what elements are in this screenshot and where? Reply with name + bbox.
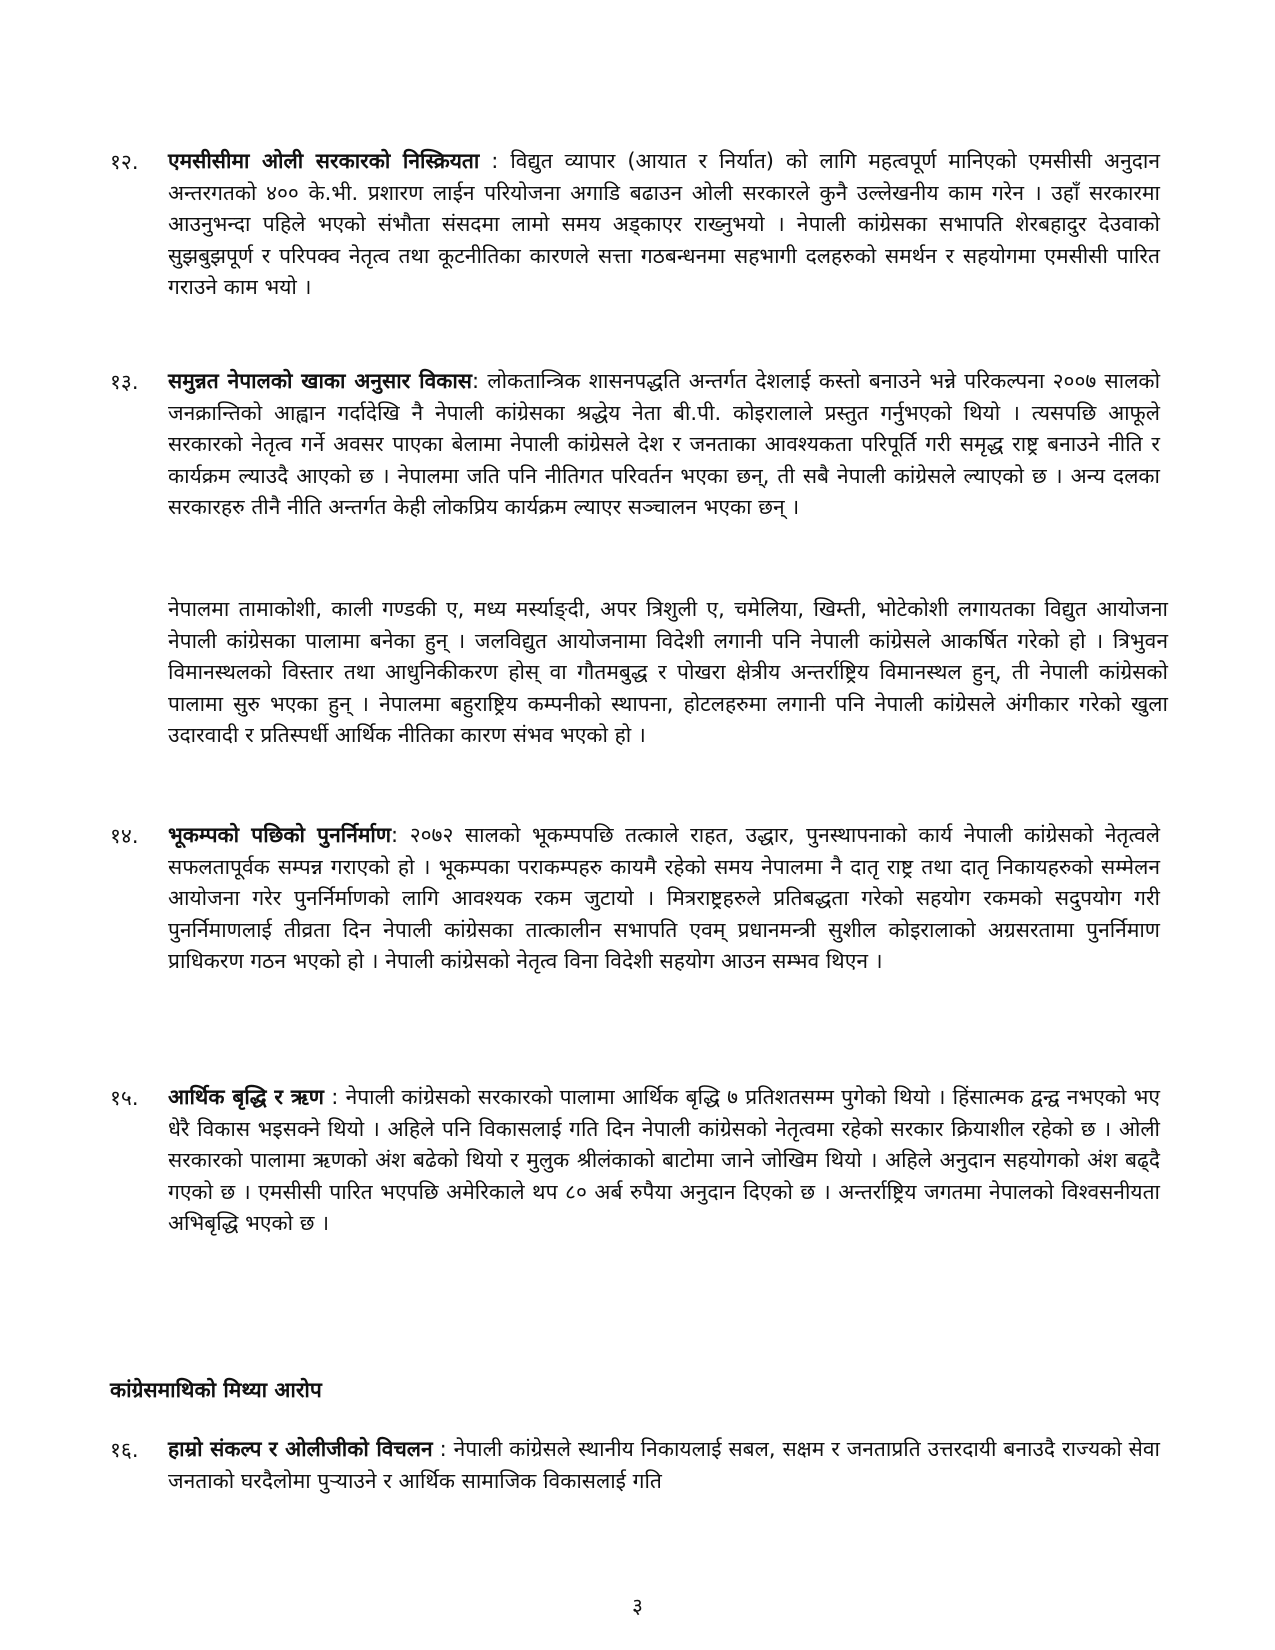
- item-body: [168, 366, 1160, 524]
- item-body: [168, 820, 1160, 978]
- item-13: [110, 366, 1160, 524]
- item-number: १३.: [110, 370, 139, 394]
- item-body: [168, 1082, 1160, 1240]
- item-title: भूकम्पको पछिको पुनर्निर्माण: [168, 823, 392, 847]
- item-text: लोकतान्त्रिक शासनपद्धति अन्तर्गत देशलाई कस्तो बनाउने भन्ने परिकल्पना २००७ सालको जनक्रान्तिको आह्वान गर्दादेखि नै नेपाली कांग्रेसका श्रद्धेय नेता बी.पी. कोइरालाले प्रस्तुत गर्नुभएको थियो । त्यसपछि आफूले सरकारको नेतृत्व गर्ने अवसर पाएका बेलामा नेपाली कांग्रेसले देश र जनताका आवश्यकता परिपूर्ति गरी समृद्ध राष्ट्र बनाउने नीति र कार्यक्रम ल्याउदै आएको छ । नेपालमा जति पनि नीतिगत परिवर्तन भएका छन्, ती सबै नेपाली कांग्रेसले ल्याएको छ । अन्य दलका सरकारहरु तीनै नीति अन्तर्गत केही लोकप्रिय कार्यक्रम ल्याएर सञ्चालन भएका छन् ।: [168, 369, 1161, 519]
- item-title: आर्थिक बृद्धि र ऋण: [168, 1085, 324, 1109]
- item-text: २०७२ सालको भूकम्पपछि तत्काले राहत, उद्धार, पुनस्थापनाको कार्य नेपाली कांग्रेसको नेतृत्वले सफलतापूर्वक सम्पन्न गराएको हो । भूकम्पका पराकम्पहरु कायमै रहेको समय नेपालमा नै दातृ राष्ट्र तथा दातृ निकायहरुको सम्मेलन आयोजना गरेर पुनर्निर्माणको लागि आवश्यक रकम जुटायो । मित्रराष्ट्रहरुले प्रतिबद्धता गरेको सहयोग रकमको सदुपयोग गरी पुनर्निमाणलाई तीव्रता दिन नेपाली कांग्रेसका तात्कालीन सभापति एवम् प्रधानमन्त्री सुशील कोइरालाको अग्रसरतामा पुनर्निमाण प्राधिकरण गठन भएको हो । नेपाली कांग्रेसको नेतृत्व विना विदेशी सहयोग आउन सम्भव थिएन ।: [168, 823, 1160, 973]
- item-text: विद्युत व्यापार (आयात र निर्यात) को लागि महत्वपूर्ण मानिएको एमसीसी अनुदान अन्तरगतको ४०० के.भी. प्रशारण लाईन परियोजना अगाडि बढाउन ओली सरकारले कुनै उल्लेखनीय काम गरेन । उहाँ सरकारमा आउनुभन्दा पहिले भएको संभौता संसदमा लामो समय अड्काएर राख्नुभयो । नेपाली कांग्रेसका सभापति शेरबहादुर देउवाको सुझबुझपूर्ण र परिपक्व नेतृत्व तथा कूटनीतिका कारणले सत्ता गठबन्धनमा सहभागी दलहरुको समर्थन र सहयोगमा एमसीसी पारित गराउने काम भयो ।: [168, 149, 1160, 299]
- item-number: १४.: [110, 824, 139, 848]
- item-text: नेपाली कांग्रेसको सरकारको पालामा आर्थिक बृद्धि ७ प्रतिशतसम्म पुगेको थियो । हिंसात्मक द्वन्द्व नभएको भए धेरै विकास भइसक्ने थियो । अहिले पनि विकासलाई गति दिन नेपाली कांग्रेसको नेतृत्वमा रहेको सरकार क्रियाशील रहेको छ । ओली सरकारको पालामा ऋणको अंश बढेको थियो र मुलुक श्रीलंकाको बाटोमा जाने जोखिम थियो । अहिले अनुदान सहयोगको अंश बढ्दै गएको छ । एमसीसी पारित भएपछि अमेरिकाले थप ८० अर्ब रुपैया अनुदान दिएको छ । अन्तर्राष्ट्रिय जगतमा नेपालको विश्वसनीयता अभिबृद्धि भएको छ ।: [168, 1085, 1160, 1235]
- item-separator: :: [391, 823, 410, 847]
- item-separator: :: [472, 369, 488, 393]
- item-title: हाम्रो संकल्प र ओलीजीको विचलन: [168, 1437, 433, 1461]
- item-title: एमसीसीमा ओली सरकारको निस्क्रियता: [168, 149, 480, 173]
- item-body: [168, 146, 1160, 304]
- item-number: १२.: [110, 150, 139, 174]
- item-13-paragraph-2: नेपालमा तामाकोशी, काली गण्डकी ए, मध्य मर्स्याङ्दी, अपर त्रिशुली ए, चमेलिया, खिम्ती, भोटेकोशी लगायतका विद्युत आयोजना नेपाली कांग्रेसका पालामा बनेका हुन् । जलविद्युत आयोजनामा विदेशी लगानी पनि नेपाली कांग्रेसले आकर्षित गरेको हो । त्रिभुवन विमानस्थलको विस्तार तथा आधुनिकीकरण होस् वा गौतमबुद्ध र पोखरा क्षेत्रीय अन्तर्राष्ट्रिय विमानस्थल हुन्, ती नेपाली कांग्रेसको पालामा सुरु भएका हुन् । नेपालमा बहुराष्ट्रिय कम्पनीको स्थापना, होटलहरुमा लगानी पनि नेपाली कांग्रेसले अंगीकार गरेको खुला उदारवादी र प्रतिस्पर्धी आर्थिक नीतिका कारण संभव भएको हो ।: [168, 597, 1168, 747]
- item-text: नेपाली कांग्रेसले स्थानीय निकायलाई सबल, सक्षम र जनताप्रति उत्तरदायी बनाउदै राज्यको सेवा जनताको घरदैलोमा पुर्‍याउने र आर्थिक सामाजिक विकासलाई गति: [168, 1437, 1160, 1493]
- item-number: १६.: [110, 1438, 139, 1462]
- section-heading: कांग्रेसमाथिको मिथ्या आरोप: [110, 1378, 322, 1402]
- item-separator: :: [479, 149, 511, 173]
- page-number: ३: [632, 1594, 643, 1618]
- item-15: [110, 1082, 1160, 1240]
- item-separator: :: [432, 1437, 454, 1461]
- item-separator: :: [323, 1085, 346, 1109]
- item-body: [168, 1434, 1160, 1497]
- item-12: [110, 146, 1160, 304]
- item-number: १५.: [110, 1086, 139, 1110]
- item-16: [110, 1434, 1160, 1497]
- item-title: समुन्नत नेपालको खाका अनुसार विकास: [168, 369, 473, 393]
- item-14: [110, 820, 1160, 978]
